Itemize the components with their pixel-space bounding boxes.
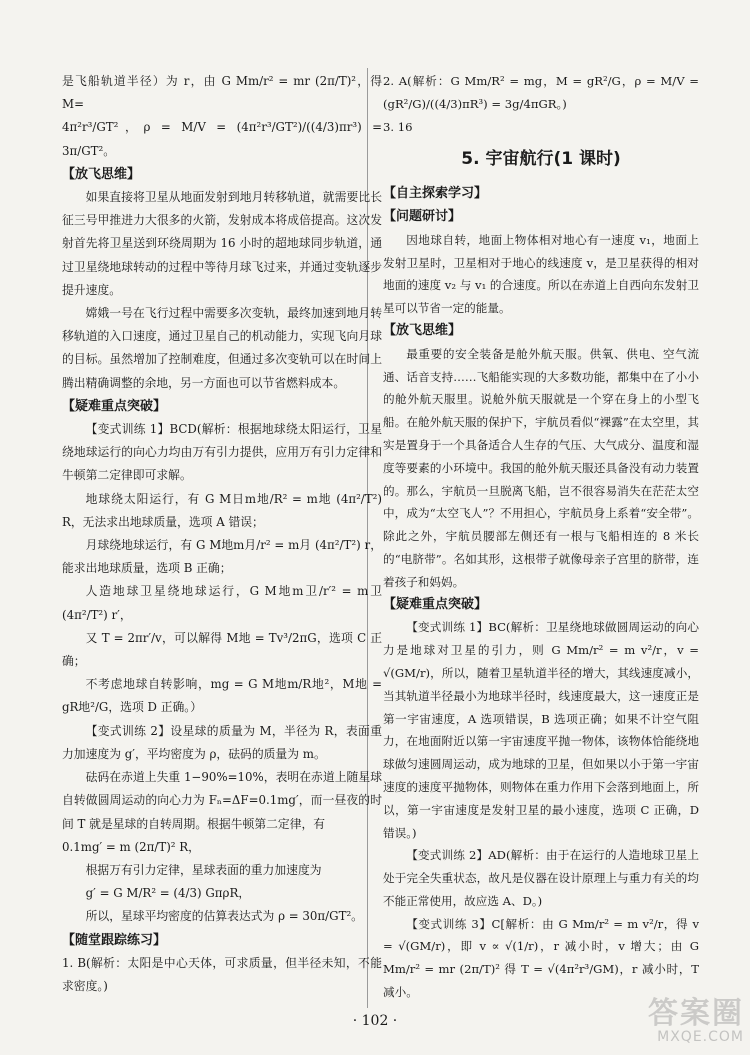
- left-paragraph: 是飞船轨道半径）为 r，由 G Mm/r² = mr (2π/T)²，得 M=: [62, 74, 382, 112]
- left-paragraph: 如果直接将卫星从地面发射到地月转移轨道，就需要比长征三号甲推进力大很多的火箭，发射成本将成倍提高。这次发射首先将卫星送到环绕周期为 16 小时的超地球同步轨道，通过卫星绕地球转动的过程中等待月球飞过来，并通过变轨逐步提升速度。: [62, 190, 382, 297]
- section-tag: 【放飞思维】: [383, 322, 462, 338]
- section-tag: 【疑难重点突破】: [62, 398, 167, 414]
- left-paragraph: 所以，星球平均密度的估算表达式为 ρ = 30π/GT²。: [85, 909, 363, 924]
- section-tag: 【随堂跟踪练习】: [62, 932, 167, 948]
- right-paragraph: 因地球自转，地面上物体相对地心有一速度 v₁，地面上发射卫星时，卫星相对于地心的线速度 v，是卫星获得的相对地面的速度 v₂ 与 v₁ 的合速度。所以在赤道上自西向东发射卫星可以节省一定的能量。: [383, 232, 699, 316]
- left-paragraph: 又 T = 2πr′/v，可以解得 M地 = Tv³/2πG，选项 C 正确；: [62, 630, 382, 669]
- right-paragraph: 【变式训练 2】AD(解析：由于在运行的人造地球卫星上处于完全失重状态，故凡是仪器在设计原理上与重力有关的均不能正常使用，故应选 A、D。): [383, 848, 699, 908]
- left-paragraph: 根据万有引力定律，星球表面的重力加速度为: [85, 862, 322, 877]
- left-paragraph: 砝码在赤道上失重 1−90%=10%，表明在赤道上随星球自转做圆周运动的向心力为 Fₙ=ΔF=0.1mg′，而一昼夜的时间 T 就是星球的自转周期。根据牛顿第二定律，有: [62, 770, 382, 831]
- right-paragraph: 【变式训练 3】C[解析：由 G Mm/r² = m v²/r，得 v = √(GM/r)，即 v ∝ √(1/r)，r 减小时，v 增大；由 G Mm/r² = mr (2π/T)² 得 T = √(4π²r³/GM)，r 减小时，T 减小。: [383, 916, 699, 1000]
- page-number: · 102 ·: [352, 1013, 398, 1029]
- section-tag: 【疑难重点突破】: [383, 596, 488, 612]
- right-paragraph: 2. A(解析：G Mm/R² = mg，M = gR²/G，ρ = M/V = (gR²/G)/((4/3)πR³) = 3g/4πGR。): [383, 74, 699, 111]
- left-paragraph: 人造地球卫星绕地球运行，G M地m卫/r′² = m卫 (4π²/T²) r′，: [62, 584, 382, 622]
- section-tag: 【问题研讨】: [383, 208, 462, 224]
- watermark-text: 答案圈: [648, 996, 744, 1031]
- equation: 0.1mg′ = m (2π/T)² R，: [62, 839, 200, 854]
- section-tag: 【放飞思维】: [62, 166, 141, 182]
- left-paragraph: 地球绕太阳运行，有 G M日m地/R² = m地 (4π²/T²) R，无法求出地球质量，选项 A 错误；: [62, 491, 382, 529]
- equation: g′ = G M/R² = (4/3) GπρR，: [85, 886, 251, 901]
- left-paragraph: 嫦娥一号在飞行过程中需要多次变轨，最终加速到地月转移轨道的入口速度，通过卫星自己的机动能力，实现飞向月球的目标。虽然增加了控制难度，但通过多次变轨可以在时间上腾出精确调整的余地，另一方面也可以节省燃料成本。: [62, 306, 382, 390]
- right-column: [383, 70, 699, 1004]
- left-column: [62, 70, 382, 998]
- right-paragraph: 3. 16: [383, 119, 413, 134]
- section-tag: 【自主探索学习】: [383, 186, 488, 202]
- left-paragraph: 4π²r³/GT²，ρ = M/V = (4π²r³/GT²)/((4/3)πr³) = 3π/GT²。: [62, 120, 382, 158]
- left-paragraph: 【变式训练 1】BCD(解析：根据地球绕太阳运行，卫星绕地球运行的向心力均由万有引力提供，应用万有引力定律和牛顿第二定律即可求解。: [62, 422, 382, 483]
- section-title: 5. 宇宙航行(1 课时): [461, 149, 621, 170]
- left-paragraph: 月球绕地球运行，有 G M地m月/r² = m月 (4π²/T²) r，能求出地球质量，选项 B 正确；: [62, 538, 382, 576]
- right-paragraph: 最重要的安全装备是舱外航天服。供氧、供电、空气流通、话音支持……飞船能实现的大多数功能，都集中在了小小的舱外航天服里。说舱外航天服就是一个穿在身上的小型飞船。在舱外航天服的保护下，宇航员看似“裸露”在太空里，其实是置身于一个具备适合人生存的气压、大气成分、温度和湿度等要素的小环境中。我国的舱外航天服还具备没有动力装置的。那么，宇航员一旦脱离飞船，岂不很容易消失在茫茫太空中，成为“太空飞人”？不用担心，宇航员身上系着“安全带”。除此之外，宇航员腰部左侧还有一根与飞船相连的 8 米长的“电脐带”。名如其形，这根带子就像母亲子宫里的脐带，连着孩子和妈妈。: [383, 346, 699, 589]
- left-paragraph: 不考虑地球自转影响，mg = G M地m/R地²，M地 = gR地²/G，选项 D 正确。）: [62, 677, 382, 715]
- right-paragraph: 【变式训练 1】BC(解析：卫星绕地球做圆周运动的向心力是地球对卫星的引力，则 G Mm/r² = m v²/r，v = √(GM/r)，所以，随着卫星轨道半径的增大，其线速度减小，当其轨道半径最小为地球半径时，线速度最大，这一速度正是第一宇宙速度，A 选项错误，B 选项正确；如果不计空气阻力，在地面附近以第一宇宙速度平抛一物体，该物体恰能绕地球做匀速圆周运动，成为地球的卫星，但如果以小于第一宇宙速度的速度平抛物体，则物体在重力作用下会落到地面上，所以，第一宇宙速度是发射卫星的最小速度，选项 C 正确，D 错误。): [383, 620, 699, 840]
- watermark-logo: [604, 996, 744, 1047]
- watermark-url: MXQE.COM: [657, 1029, 744, 1045]
- left-paragraph: 【变式训练 2】设星球的质量为 M，半径为 R，表面重力加速度为 g′，平均密度为 ρ，砝码的质量为 m。: [62, 723, 382, 761]
- left-paragraph: 1. B(解析：太阳是中心天体，可求质量，但半径未知，不能求密度。): [62, 955, 382, 993]
